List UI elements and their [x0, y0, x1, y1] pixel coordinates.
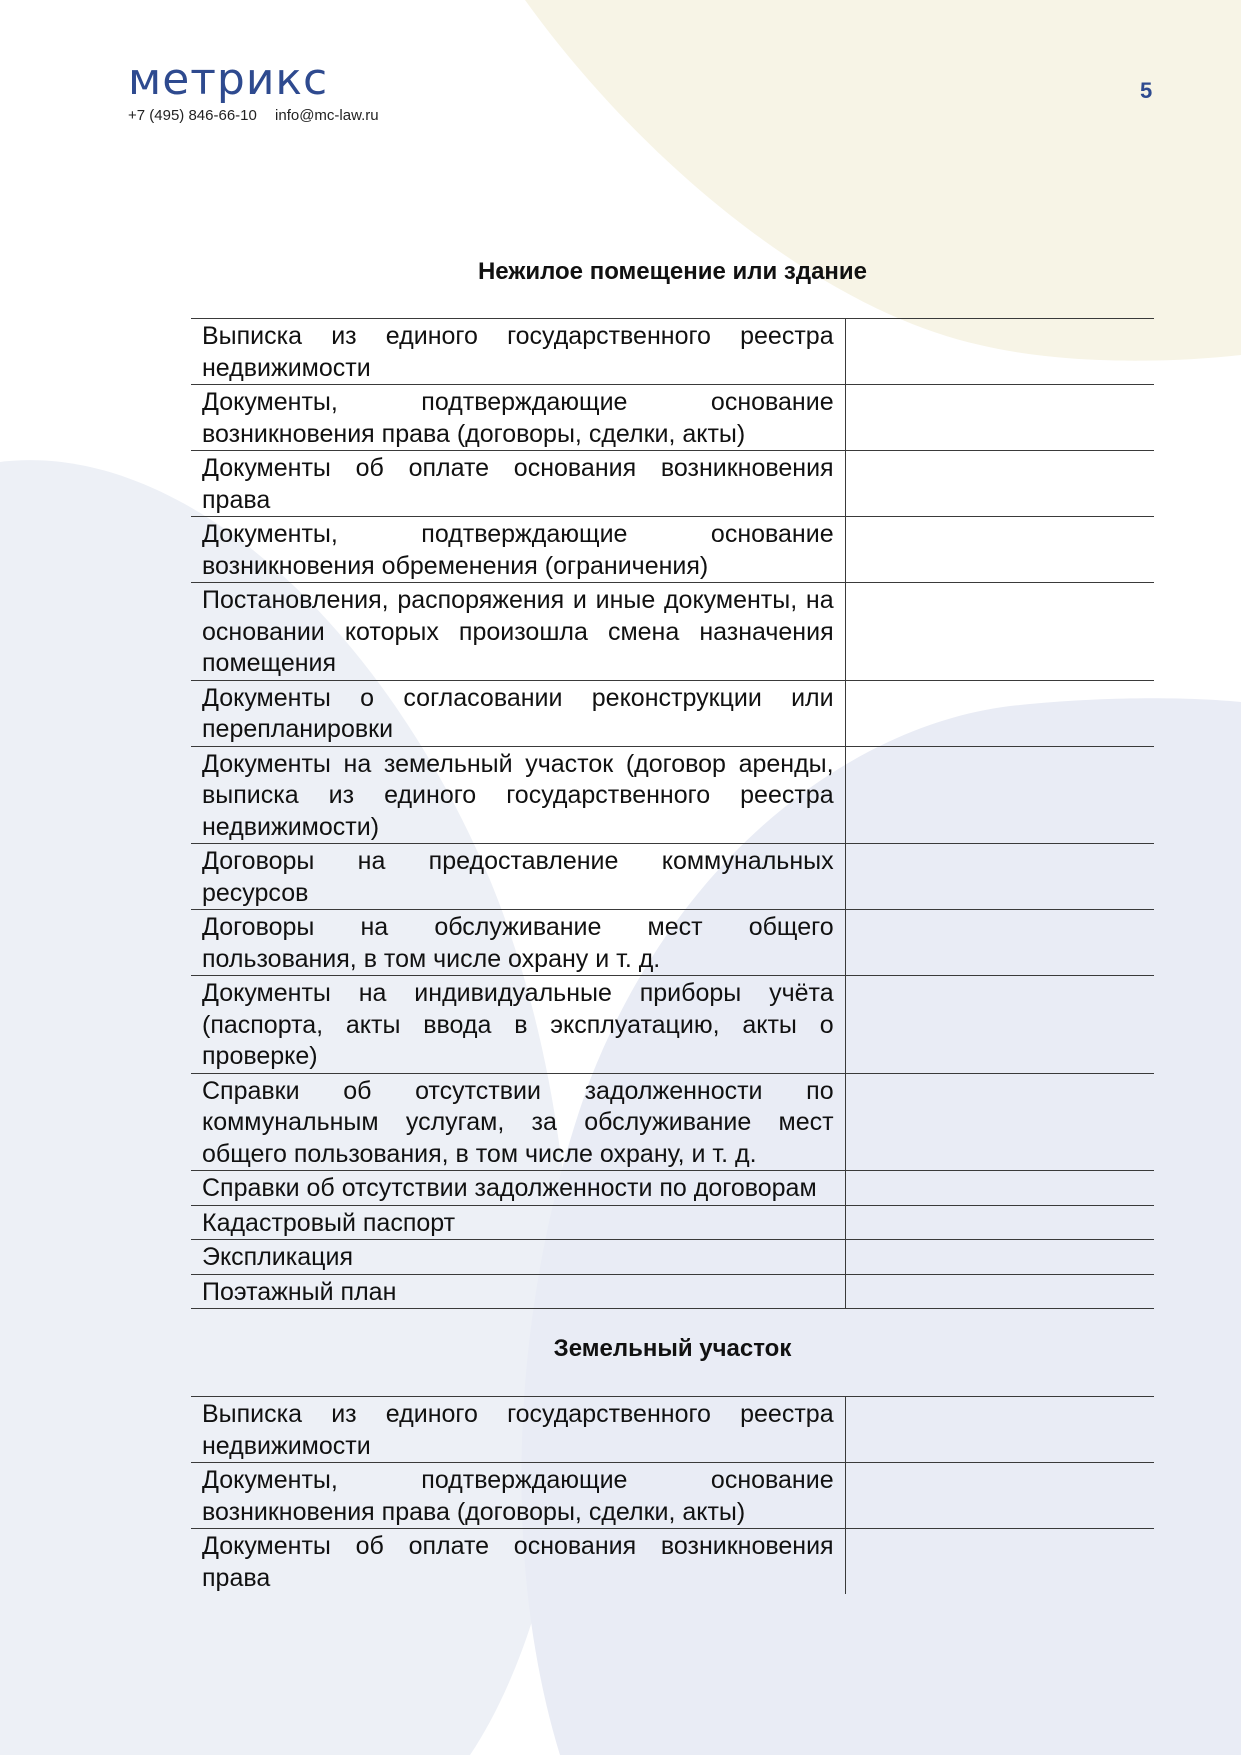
table-row [191, 1397, 1154, 1463]
table-row [191, 583, 1154, 681]
document-name: Документы об оплате основания возникновения права [202, 1532, 834, 1592]
document-name: Документы на индивидуальные приборы учёта (паспорта, акты ввода в эксплуатацию, акты о проверке) [202, 979, 834, 1070]
table-row [191, 746, 1154, 844]
document-name: Выписка из единого государственного реестра недвижимости [202, 1400, 834, 1460]
table-row [191, 1274, 1154, 1309]
table-row [191, 680, 1154, 746]
table-row [191, 844, 1154, 910]
document-name: Поэтажный план [202, 1277, 397, 1306]
document-name: Выписка из единого государственного реестра недвижимости [202, 322, 834, 382]
document-name: Документы на земельный участок (договор аренды, выписка из единого государственного реестра недвижимости) [202, 749, 834, 841]
document-cell [845, 1274, 1154, 1309]
table-row [191, 517, 1154, 583]
document-cell [845, 385, 1154, 451]
document-name: Документы о согласовании реконструкции или перепланировки [202, 683, 834, 743]
document-name: Документы, подтверждающие основание возникновения обременения (ограничения) [202, 520, 834, 580]
document-name: Договоры на обслуживание мест общего пользования, в том числе охрану и т. д. [202, 913, 834, 973]
document-cell [845, 1171, 1154, 1206]
document-cell [845, 1463, 1154, 1529]
documents-table-premises [191, 318, 1154, 1309]
document-cell [845, 746, 1154, 844]
table-row [191, 976, 1154, 1074]
page-number: 5 [1140, 78, 1153, 103]
document-cell [845, 1240, 1154, 1275]
document-cell [845, 517, 1154, 583]
phone-number: +7 (495) 846-66-10 [128, 107, 257, 124]
document-name: Документы, подтверждающие основание возникновения права (договоры, сделки, акты) [202, 1466, 834, 1526]
table-row [191, 910, 1154, 976]
table-row [191, 385, 1154, 451]
document-name: Документы об оплате основания возникновения права [202, 454, 834, 514]
company-logo: метрикс [128, 54, 329, 105]
document-cell [845, 976, 1154, 1074]
documents-table-land-plot [191, 1396, 1154, 1594]
document-cell [845, 680, 1154, 746]
document-name: Справки об отсутствии задолженности по договорам [202, 1174, 817, 1202]
table-row [191, 1073, 1154, 1171]
table-row [191, 1240, 1154, 1275]
document-cell [845, 583, 1154, 681]
document-cell [845, 451, 1154, 517]
document-cell [845, 1397, 1154, 1463]
table-row [191, 1529, 1154, 1595]
contacts [128, 107, 379, 124]
section-title-premises: Нежилое помещение или здание [477, 258, 868, 285]
document-name: Постановления, распоряжения и иные документы, на основании которых произошла смена назначения помещения [202, 586, 834, 677]
section-title-land-plot: Земельный участок [553, 1335, 792, 1362]
document-name: Справки об отсутствии задолженности по коммунальным услугам, за обслуживание мест общего пользования, в том числе охрану, и т. д. [202, 1076, 834, 1168]
table-row [191, 1205, 1154, 1240]
table-row [191, 319, 1154, 385]
table-row [191, 1171, 1154, 1206]
table-row [191, 1463, 1154, 1529]
document-cell [845, 1529, 1154, 1595]
document-cell [845, 1205, 1154, 1240]
document-name: Экспликация [202, 1243, 353, 1271]
document-name: Договоры на предоставление коммунальных ресурсов [202, 847, 834, 907]
document-cell [845, 910, 1154, 976]
table-row [191, 451, 1154, 517]
document-name: Документы, подтверждающие основание возникновения права (договоры, сделки, акты) [202, 388, 834, 448]
document-cell [845, 844, 1154, 910]
document-name: Кадастровый паспорт [202, 1208, 456, 1237]
document-cell [845, 319, 1154, 385]
email-address: info@mc-law.ru [275, 107, 379, 124]
document-cell [845, 1073, 1154, 1171]
